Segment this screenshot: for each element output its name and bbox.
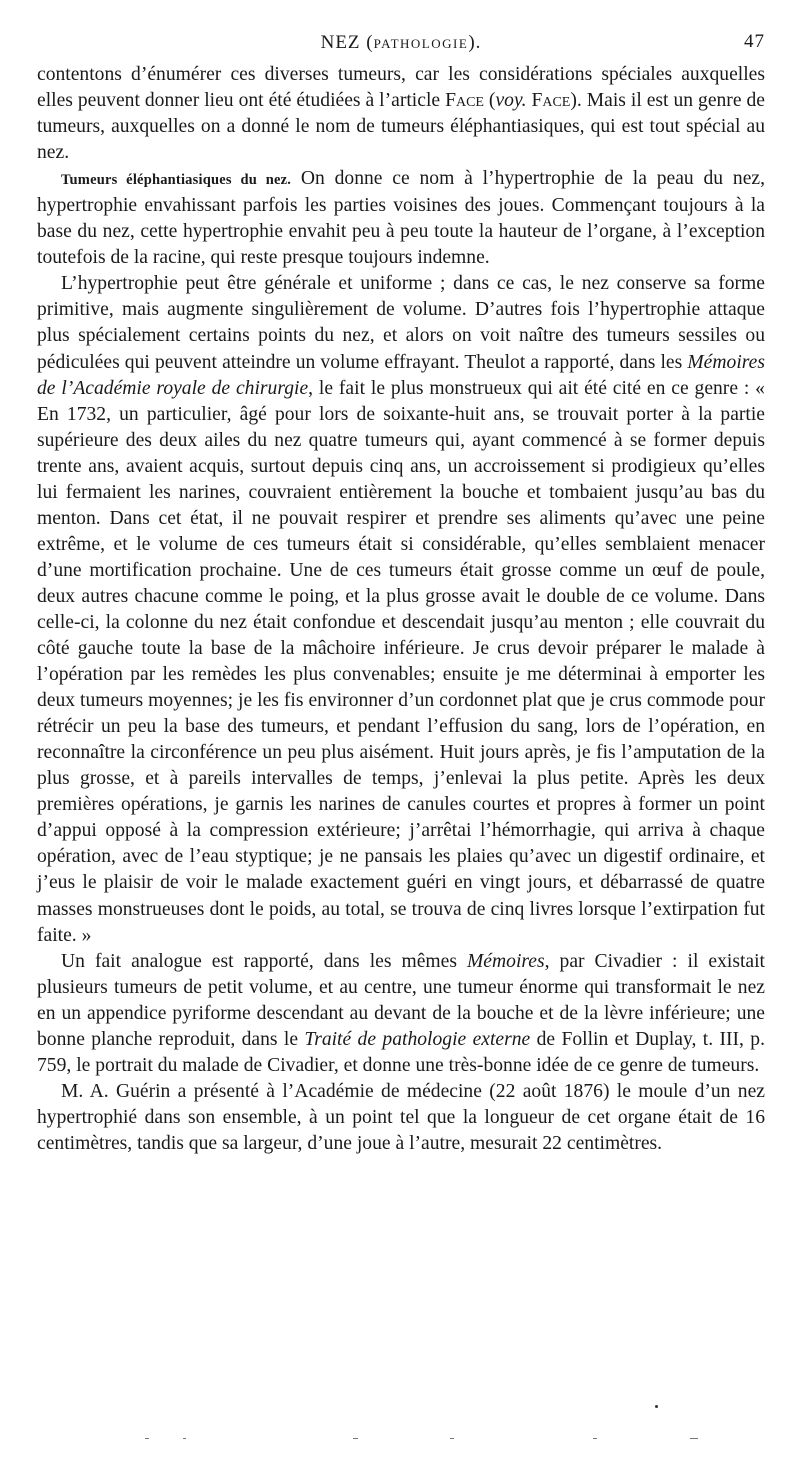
text-run: L’hypertrophie peut être générale et uniforme ; dans ce cas, le nez conserve sa forme primitive, mais augmente singulièrement de volume. D’autres fois l’hypertrophie attaque plus spécialement certains points du nez, et alors on voit naître des tumeurs sessiles ou pédiculées qui peuvent atteindre un volume effrayant. Theulot a rapporté, dans les [37,273,765,373]
text-run: , le fait le plus monstrueux qui ait été cité en ce genre : « En 1732, un particulier, âgé pour lors de soixante-huit ans, se trouvait porter à la partie supérieure des deux ailes du nez quatre tumeurs qui, ayant commencé à se former depuis trente ans, avaient acquis, surtout depuis cinq ans, un accroissement si prodigieux qu’elles lui fermaient les narines, couvraient entièrement la bouche et tombaient jusqu’au bas du menton. Dans cet état, il ne pouvait respirer et prendre ses aliments qu’avec une peine extrême, et le volume de ces tumeurs était si considérable, qu’elles semblaient menacer d’une mortification prochaine. Une de ces tumeurs était grosse comme un œuf de poule, deux autres chacune comme le poing, et la plus grosse avait le double de ce volume. Dans celle-ci, la colonne du nez était confondue et descendait jusqu’au menton ; elle couvrait du côté gauche toute la base de la mâchoire inférieure. Je crus devoir préparer le malade à l’opération par les remèdes les plus convenables; ensuite je me déterminai à emporter les deux tumeurs moyennes; je les fis environner d’un cordonnet plat que je crus commode pour rétrécir un peu la base des tumeurs, et pendant l’effusion du sang, lors de l’opération, en reconnaître la circonférence un peu plus aisément. Huit jours après, je fis l’amputation de la plus grosse, et à pareils intervalles de temps, j’enlevai la plus petite. Après les deux premières opérations, je garnis les narines de canules courtes et propres à former un point d’appui opposé à la compression extérieure; j’arrêtai l’hémorrhagie, qui arriva à chaque opération, avec de l’eau styptique; je ne pansais les plaies qu’avec un digestif ordinaire, et j’eus le plaisir de voir le malade exactement guéri en vingt jours, et débarrassé de quatre masses monstrueuses dont le poids, au total, se trouva de cinq livres lorsque l’extirpation fut faite. » [37,377,765,946]
running-title-main: NEZ ( [320,32,374,53]
ink-speck [655,1405,658,1408]
cross-reference: Face [445,90,484,112]
text-run: ( [483,90,496,112]
italic-title: Traité de pathologie externe [304,1028,531,1050]
scan-mark [593,1438,597,1439]
running-title [37,32,765,54]
scan-mark [353,1438,358,1439]
scan-mark [183,1438,186,1439]
running-head [37,28,765,62]
text-run: ). Mais il est un genre de tumeurs, auxquelles on a donné le nom de tumeurs éléphantiasiques, qui est tout spécial au nez. [37,90,765,164]
italic-title: Mémoires de l’Académie royale de chirurgie [37,351,765,399]
bottom-scan-marks [145,1438,705,1444]
body-text [37,62,765,1157]
scan-mark [690,1438,698,1439]
paragraph-continuation [37,62,765,166]
running-title-end: ). [468,32,482,53]
scan-mark [450,1438,454,1439]
italic-title: Mémoires [466,950,545,972]
page-number: 47 [744,31,765,52]
text-run: Un fait analogue est rapporté, dans les mêmes [61,950,467,972]
paragraph-hypertrophy [37,271,765,948]
running-title-section: PATHOLOGIE [373,36,469,51]
text-run: On donne ce nom à l’hypertrophie de la peau du nez, hypertrophie envahissant parfois les parties voisines des joues. Commençant toujours à la base du nez, cette hypertrophie envahit peu à peu toute la hauteur de l’organe, à l’exception toutefois de la racine, qui reste presque toujours indemne. [37,168,765,269]
scan-mark [145,1438,149,1439]
section-run-in-heading: Tumeurs éléphantiasiques du nez. [61,172,292,189]
paragraph-civadier [37,949,765,1079]
paragraph-guerin: M. A. Guérin a présenté à l’Académie de médecine (22 août 1876) le moule d’un nez hypertrophié dans son ensemble, à un point tel que la longueur de cet organe était de 16 centimètres, tandis que sa largeur, d’une joue à l’autre, mesurait 22 centimètres. [37,1080,765,1154]
text-run: contentons d’énumérer ces diverses tumeurs, car les considérations spéciales auxquelles elles peuvent donner lieu ont été étudiées à l’article [37,64,765,112]
text-run: de Follin et Duplay, t. III, p. 759, le portrait du malade de Civadier, et donne une très-bonne idée de ce genre de tumeurs. [37,1028,766,1076]
text-run: , par Civadier : il existait plusieurs tumeurs de petit volume, et au centre, une tumeur énorme qui transformait le nez en un appendice pyriforme descendant au devant de la bouche et de la lèvre inférieure; une bonne planche reproduit, dans le [37,950,765,1050]
paragraph-elephantiasis [37,166,765,271]
cross-reference: Face [531,90,571,112]
document-page [37,28,765,1157]
italic-text: voy. [495,90,527,112]
